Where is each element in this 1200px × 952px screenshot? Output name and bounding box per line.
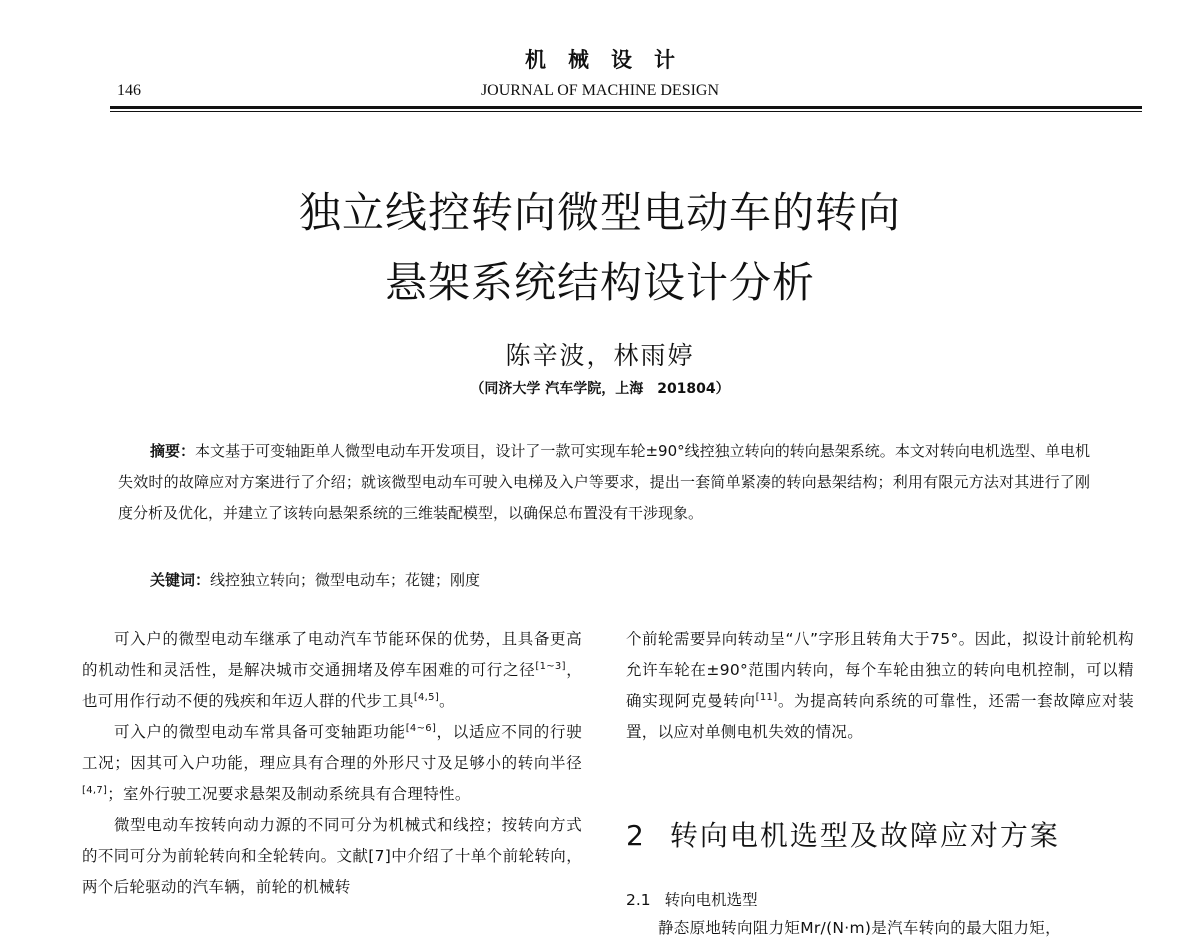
header-rule-thick [110, 106, 1142, 109]
keywords [150, 566, 480, 594]
citation: [4~6] [405, 722, 437, 734]
paragraph [82, 717, 582, 810]
paragraph: 微型电动车按转向动力源的不同可分为机械式和线控；按转向方式的不同可分为前轮转向和全轮转向。文献[7]中介绍了十单个前轮转向，两个后轮驱动的汽车辆，前轮的机械转 [82, 816, 582, 896]
article-affiliation: （同济大学 汽车学院，上海 201804） [470, 381, 730, 397]
text-span: 可入户的微型电动车常具备可变轴距功能 [114, 723, 406, 741]
abstract-text: 本文基于可变轴距单人微型电动车开发项目，设计了一款可实现车轮±90°线控独立转向的转向悬架系统。本文对转向电机选型、单电机失效时的故障应对方案进行了介绍；就该微型电动车可驶入电梯及入户等要求，提出一套简单紧凑的转向悬架结构；利用有限元方法对其进行了刚度分析及优化，并建立了该转向悬架系统的三维装配模型，以确保总布置没有干涉现象。 [118, 442, 1090, 522]
text-span: ，也可用作行动不便的残疾和年迈人群的代步工具 [82, 661, 582, 710]
text-span: ，以适应不同的行驶工况；因其可入户功能，理应具有合理的外形尺寸及足够小的转向半径 [82, 723, 582, 772]
citation: [4,5] [413, 691, 440, 703]
subsection-number: 2.1 [626, 891, 651, 909]
page-number: 146 [117, 82, 141, 99]
text-span: 个前轮需要异向转动呈“八”字形且转角大于75°。因此，拟设计前轮机构允许车轮在±90°范围内转向，每个车轮由独立的转向电机控制，可以精确实现阿克曼转向 [626, 630, 1134, 710]
body-left-column [82, 624, 582, 952]
citation: [11] [755, 691, 778, 703]
body-right-column [626, 624, 1134, 748]
paragraph [82, 624, 582, 717]
keywords-label: 关键词： [150, 571, 211, 589]
text-span: ；室外行驶工况要求悬架及制动系统具有合理特性。 [107, 785, 471, 803]
abstract [118, 436, 1090, 529]
citation: [1~3] [535, 660, 566, 672]
subsection-heading [626, 888, 758, 910]
text-span: 可入户的微型电动车继承了电动汽车节能环保的优势，且具备更高的机动性和灵活性，是解决城市交通拥堵及停车困难的可行之径 [82, 630, 582, 679]
section-number: 2 [626, 819, 646, 852]
abstract-label: 摘要： [150, 442, 196, 460]
subsection-title: 转向电机选型 [664, 891, 758, 909]
article-title-line2: 悬架系统结构设计分析 [384, 258, 815, 307]
paragraph [626, 624, 1134, 748]
section-title: 转向电机选型及故障应对方案 [669, 819, 1060, 852]
header-rule-thin [110, 111, 1142, 112]
article-authors: 陈辛波，林雨婷 [505, 341, 695, 370]
text-span: 。 [439, 692, 455, 710]
paragraph-start: 静态原地转向阻力矩Mr/(N·m)是汽车转向的最大阻力矩， [658, 919, 1061, 937]
text-span: 。为提高转向系统的可靠性，还需一套故障应对装置，以应对单侧电机失效的情况。 [626, 692, 1134, 741]
journal-name-cn: 机械设计 [525, 48, 697, 72]
journal-name-en: JOURNAL OF MACHINE DESIGN [480, 82, 720, 99]
section-heading [626, 814, 1060, 854]
keywords-text: 线控独立转向；微型电动车；花键；刚度 [210, 571, 481, 589]
citation: [4,7] [82, 784, 108, 796]
article-title-line1: 独立线控转向微型电动车的转向 [298, 188, 901, 237]
